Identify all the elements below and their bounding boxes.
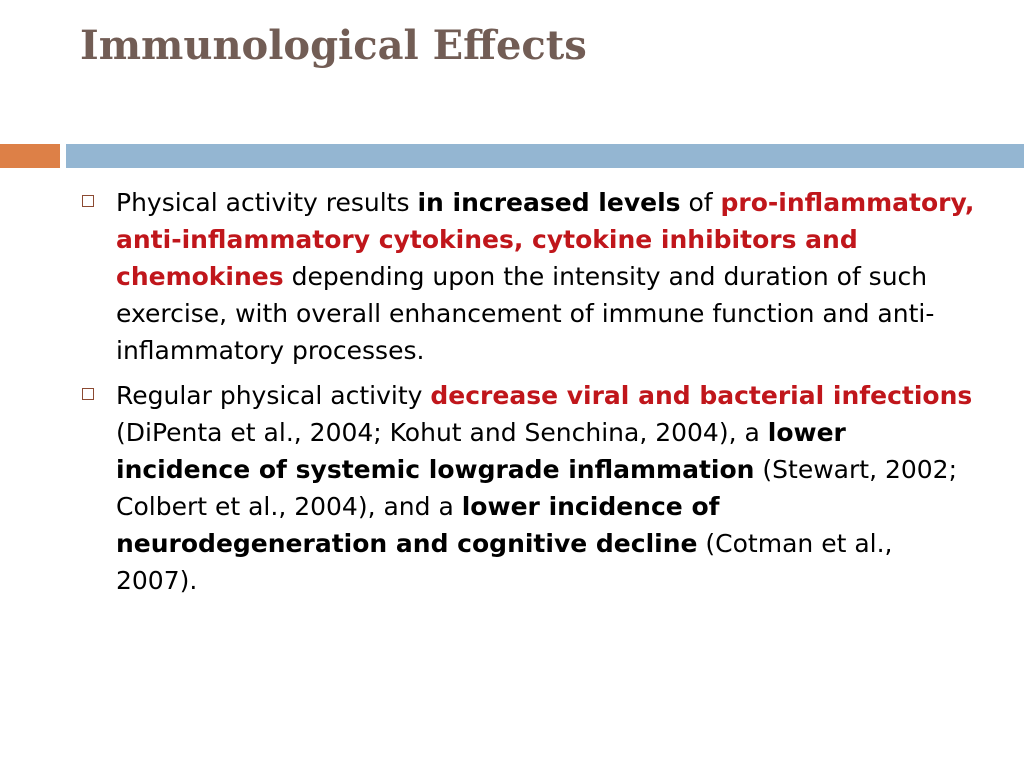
slide-body [82, 184, 977, 607]
bullet-text [116, 188, 974, 365]
bullet-item [82, 377, 977, 599]
accent-bar-blue [66, 144, 1024, 168]
text-segment-bold: lower incidence of systemic lowgrade inflammation [116, 418, 846, 484]
text-segment: (Stewart, 2002; Colbert et al., 2004), and a [116, 455, 958, 521]
text-segment-bold: in increased levels [417, 188, 681, 217]
bullet-item [82, 184, 977, 369]
text-segment: Regular physical activity [116, 381, 431, 410]
text-segment: (DiPenta et al., 2004; Kohut and Senchina, 2004), a [116, 418, 768, 447]
bullet-text [116, 381, 972, 595]
slide-title: Immunological Effects [80, 22, 587, 69]
text-segment: of [680, 188, 721, 217]
text-segment: (Cotman et al., 2007). [116, 529, 893, 595]
text-segment-highlight: decrease viral and bacterial infections [430, 381, 973, 410]
accent-bar-orange [0, 144, 60, 168]
text-segment: depending upon the intensity and duration of such exercise, with overall enhancement of immune function and anti-inflammatory processes. [116, 262, 935, 365]
text-segment: Physical activity results [116, 188, 418, 217]
square-bullet-icon [82, 388, 94, 400]
text-segment-bold: lower incidence of neurodegeneration and cognitive decline [116, 492, 720, 558]
text-segment-highlight: pro-inflammatory, anti-inflammatory cytokines, cytokine inhibitors and chemokines [116, 188, 975, 291]
square-bullet-icon [82, 195, 94, 207]
